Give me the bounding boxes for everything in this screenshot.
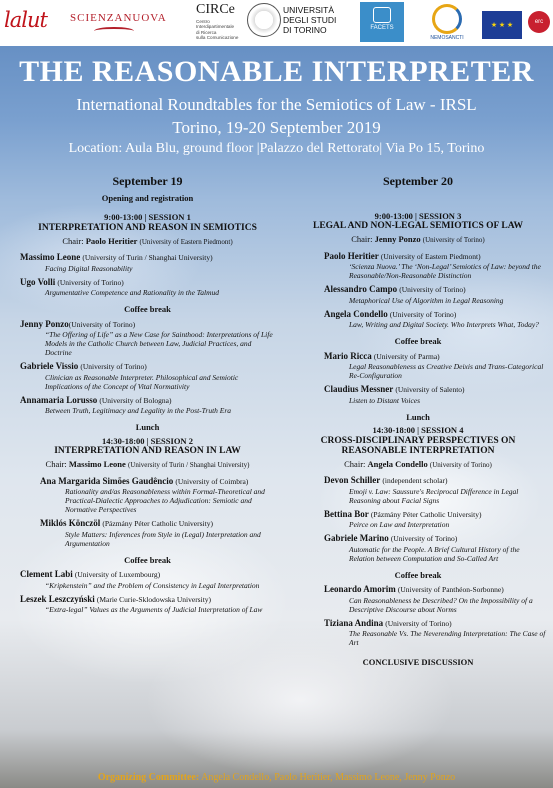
speaker-affiliation: (University of Turin / Shanghai University): [82, 253, 213, 262]
talk-item: [290, 284, 546, 305]
speaker-affiliation: (University of Bologna): [99, 395, 172, 405]
speaker-affiliation: (University of Coimbra): [175, 476, 249, 486]
committee-label: Organizing Committee:: [97, 772, 200, 783]
talk-item: [290, 351, 546, 381]
talk-item: [20, 361, 275, 391]
speaker-affiliation: (University of Torino): [399, 285, 466, 294]
chair-affiliation: (University of Torino): [429, 460, 492, 469]
lunch: Lunch: [406, 411, 430, 422]
chair-name: Angela Condello: [367, 458, 428, 469]
talk-item: [20, 395, 275, 416]
talk-title: Emoji v. Law: Saussure's Reciprocal Difference in Legal Reasoning about Facial Signs: [349, 486, 519, 505]
speaker-affiliation: (University of Torino): [57, 277, 124, 287]
speaker-name: Bettina Bor: [324, 508, 369, 519]
opening-registration: Opening and registration: [101, 192, 194, 203]
lunch: Lunch: [135, 422, 160, 432]
day1-column: [20, 176, 275, 614]
speaker-name: Massimo Leone: [20, 252, 81, 262]
conclusive-discussion: CONCLUSIVE DISCUSSION: [362, 657, 474, 667]
speaker-affiliation: (University of Salento): [395, 385, 465, 394]
chair-affiliation: (University of Torino): [422, 236, 485, 244]
session4-chair: [290, 459, 546, 471]
talk-title: ‘Scienza Nuova.’ The ‘Non-Legal’ Semiotics of Law: beyond the Reasonable/Non-Reasonable Distinction: [349, 262, 541, 280]
erc-logo: erc: [528, 11, 550, 33]
speaker-name: Ugo Volli: [20, 276, 56, 287]
speaker-name: Jenny Ponzo: [20, 318, 69, 329]
day2-column: [290, 176, 546, 671]
session4-time: 14:30-18:00 | SESSION 4: [372, 425, 464, 435]
unito-logo: [283, 5, 336, 35]
chair-label: Chair:: [45, 459, 67, 469]
circe-sub-line: di Ricerca: [196, 29, 217, 35]
circe-logo: CIRCe: [196, 2, 235, 17]
talk-item: [20, 518, 275, 548]
talk-item: [290, 384, 546, 405]
session3-title: LEGAL AND NON-LEGAL SEMIOTICS OF LAW: [312, 221, 523, 231]
talk-title: Facing Digital Reasonability: [45, 263, 133, 273]
speaker-name: Annamaria Lorusso: [20, 394, 98, 405]
talk-title: Legal Reasonableness as Creative Deixis and Trans-Categorical Re-Configuration: [349, 362, 544, 380]
speaker-name: Mario Ricca: [324, 350, 372, 361]
speaker-affiliation: (University of Torino): [390, 534, 458, 543]
event-dates: Torino, 19-20 September 2019: [172, 118, 381, 137]
committee-names: Angela Condello, Paolo Heritier, Massimo Leone, Jenny Ponzo: [201, 772, 456, 783]
talk-item: [20, 252, 275, 273]
coffee-break: Coffee break: [124, 304, 171, 314]
talk-title: Automatic for the People. A Brief Cultural History of the Relation between Computation and So-Called Art: [349, 544, 520, 563]
speaker-name: Miklós Könczöl: [40, 518, 101, 528]
unito-line: UNIVERSITÀ: [283, 5, 335, 15]
session3-time: 9:00-13:00 | SESSION 3: [374, 210, 462, 221]
chair-name: Paolo Heritier: [85, 235, 138, 246]
session1-chair: [20, 236, 275, 248]
session2-title: INTERPRETATION AND REASON IN LAW: [54, 446, 241, 456]
unito-line: DEGLI STUDI: [283, 15, 337, 25]
event-location: Location: Aula Blu, ground floor |Palazzo del Rettorato| Via Po 15, Torino: [68, 141, 485, 156]
speaker-affiliation: (University of Torino): [385, 618, 452, 628]
nemosancti-label: NEMOSANCTI: [430, 35, 464, 41]
chair-label: Chair:: [62, 235, 84, 246]
circe-sub-line: Interdipartimentale: [196, 24, 235, 30]
speaker-name: Claudius Messner: [324, 384, 394, 394]
speaker-name: Tiziana Andina: [324, 617, 384, 628]
session1-title: INTERPRETATION AND REASON IN SEMIOTICS: [38, 222, 257, 233]
facets-label: FACETS: [370, 25, 394, 31]
speaker-affiliation: (independent scholar): [382, 476, 448, 485]
coffee-break: Coffee break: [124, 554, 171, 565]
coffee-break: Coffee break: [394, 336, 442, 346]
poster-title: THE REASONABLE INTERPRETER: [19, 55, 534, 88]
chair-name: Massimo Leone: [68, 459, 126, 469]
day2-title: September 20: [382, 174, 454, 188]
session1-time: 9:00-13:00 | SESSION 1: [104, 212, 191, 222]
scienzanuova-swoosh: [94, 27, 134, 35]
talk-item: [20, 277, 275, 298]
talk-title: Rationality and/as Reasonableness within Formal-Theoretical and Practical-Dialectic Approaches to Adjudication: Semiotic and Normative Perspectives: [65, 487, 265, 514]
talk-item: [290, 584, 546, 614]
talk-title: Between Truth, Legitimacy and Legality in the Post-Truth Era: [45, 406, 232, 415]
unito-line: DI TORINO: [283, 25, 327, 35]
talk-title: Style Matters: Inferences from Style in (Legal) Interpretation and Argumentation: [65, 529, 261, 548]
day1-title: September 19: [112, 174, 183, 188]
session4-title: CROSS-DISCIPLINARY PERSPECTIVES ON REASONABLE INTERPRETATION: [320, 435, 516, 456]
talk-title: “Extra-legal” Values as the Arguments of Judicial Interpretation of Law: [45, 605, 263, 614]
talk-item: [20, 319, 275, 358]
talk-item: [20, 594, 275, 615]
nemosancti-ring-icon: [432, 4, 462, 34]
chair-name: Jenny Ponzo: [374, 234, 421, 244]
scienzanuova-logo: SCIENZANUOVA: [70, 12, 167, 24]
talk-title: Metaphorical Use of Algorithm in Legal Reasoning: [349, 295, 504, 305]
talk-title: “Kripkenstein” and the Problem of Consistency in Legal Interpretation: [45, 580, 260, 590]
session3-chair: [290, 234, 546, 246]
speaker-affiliation: (University of Torino): [389, 309, 457, 319]
talk-title: Argumentative Competence and Rationality in the Talmud: [45, 288, 220, 297]
speaker-affiliation: (Pázmány Péter Catholic University): [370, 509, 482, 519]
speaker-affiliation: (Pázmány Péter Catholic University): [102, 519, 213, 528]
speaker-name: Devon Schiller: [324, 475, 381, 485]
chair-label: Chair:: [344, 458, 366, 469]
speaker-name: Ana Margarida Simões Gaudêncio: [40, 475, 174, 486]
speaker-name: Clement Labi: [20, 569, 73, 579]
circe-sub-line: sulla Comunicazione: [196, 35, 239, 41]
chair-label: Chair:: [351, 234, 373, 244]
talk-item: [290, 309, 546, 330]
speaker-affiliation: (University of Torino): [80, 362, 147, 371]
coffee-break: Coffee break: [394, 569, 442, 580]
speaker-name: Paolo Heritier: [324, 250, 379, 261]
nemosancti-logo: [427, 2, 467, 42]
speaker-name: Leszek Leszczyński: [20, 593, 95, 604]
organizing-committee: [0, 772, 553, 783]
speaker-affiliation: (University of Panthéon-Sorbonne): [397, 585, 504, 594]
talk-item: [290, 618, 546, 648]
talk-title: The Reasonable Vs. The Neverending Interpretation: The Case of Art: [349, 629, 546, 647]
talk-item: [20, 569, 275, 590]
speaker-name: Alessandro Campo: [324, 284, 398, 294]
speaker-affiliation: (University of Eastern Piedmont): [380, 251, 481, 261]
talk-title: “The Offering of Life” as a New Case for Sainthood: Interpretations of Life Models in the Catholic Church between Law, Judicial Practices, and Doctrine: [45, 330, 273, 357]
chair-affiliation: (University of Turin / Shanghai University): [127, 461, 250, 469]
unito-seal-icon: [247, 3, 281, 37]
facets-chat-icon: [373, 7, 391, 23]
session2-time: 14:30-18:00 | SESSION 2: [102, 435, 193, 446]
poster-subtitle: International Roundtables for the Semiotics of Law - IRSL: [76, 95, 477, 114]
session2-chair: [20, 459, 275, 471]
talk-item: [20, 476, 275, 515]
speaker-affiliation: (University of Torino): [68, 319, 136, 329]
chair-affiliation: (University of Eastern Piedmont): [139, 237, 233, 246]
speaker-affiliation: (University of Parma): [373, 351, 440, 361]
talk-item: [290, 533, 546, 563]
speaker-name: Gabriele Marino: [324, 533, 389, 543]
speaker-affiliation: (Marie Curie-Sklodowska University): [96, 594, 212, 604]
eu-flag-icon: ★ ★ ★: [482, 11, 522, 39]
talk-title: Can Reasonableness be Described? On the Impossibility of a Descriptive Discourse about Norms: [349, 595, 533, 614]
talk-title: Clinician as Reasonable Interpreter. Philosophical and Semiotic Implications of the Concept of Vital Normativity: [45, 372, 239, 391]
talk-item: [290, 251, 546, 281]
talk-item: [290, 509, 546, 530]
circe-sub-line: Centro: [196, 19, 210, 24]
lalut-logo: lalut: [4, 8, 47, 32]
logo-bar: [0, 0, 553, 46]
speaker-name: Gabriele Vissio: [20, 361, 79, 371]
speaker-name: Angela Condello: [324, 308, 388, 319]
speaker-affiliation: (University of Luxembourg): [74, 570, 161, 579]
talk-title: Peirce on Law and Interpretation: [349, 520, 450, 529]
talk-title: Listen to Distant Voices: [349, 395, 421, 405]
circe-subtitle: [196, 19, 238, 41]
facets-logo: [360, 2, 404, 42]
speaker-name: Leonardo Amorim: [324, 584, 396, 594]
talk-title: Law, Writing and Digital Society. Who Interprets What, Today?: [349, 320, 539, 329]
talk-item: [290, 475, 546, 505]
